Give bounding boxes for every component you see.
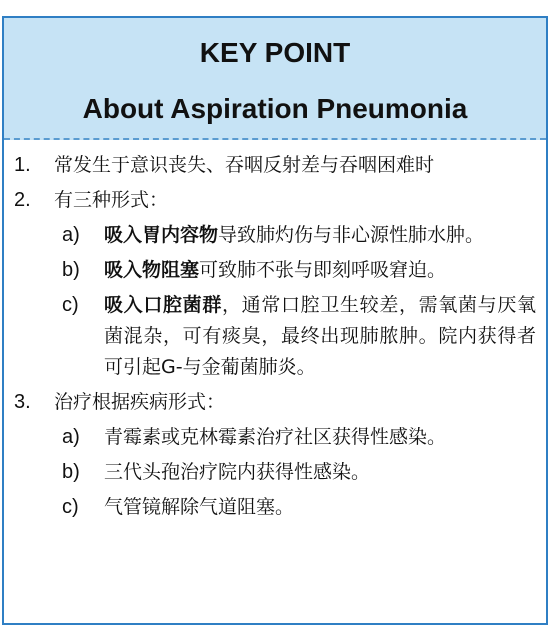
- sub-item-label: b): [62, 259, 80, 281]
- sub-item-2b: [14, 255, 536, 286]
- sub-item-text: [104, 220, 536, 251]
- sub-item-3b: [14, 457, 536, 488]
- list-text: 常发生于意识丧失、吞咽反射差与吞咽困难时: [54, 154, 435, 176]
- sub-item-label: b): [62, 461, 80, 483]
- sub-item-3c: [14, 492, 536, 523]
- sub-item-label: c): [62, 294, 79, 316]
- card-title: KEY POINT: [199, 37, 351, 68]
- sub-item-text: 青霉素或克林霉素治疗社区获得性感染。: [104, 426, 447, 448]
- sub-item-label: a): [62, 426, 80, 448]
- sub-item-text: [104, 255, 536, 286]
- sub-item-bold: 吸入胃内容物: [104, 224, 219, 246]
- sub-item-text: 三代头孢治疗院内获得性感染。: [104, 461, 371, 483]
- sub-item-label: a): [62, 224, 80, 246]
- sub-item-text: 气管镜解除气道阻塞。: [104, 496, 295, 518]
- sub-item-3a: [14, 422, 536, 453]
- list-item-2: [14, 185, 536, 216]
- list-number: 1.: [14, 154, 31, 176]
- sub-item-bold: 吸入物阻塞: [104, 259, 200, 281]
- list-text: 治疗根据疾病形式：: [54, 391, 226, 413]
- sub-item-rest: 导致肺灼伤与非心源性肺水肿。: [218, 224, 485, 246]
- list-number: 2.: [14, 189, 31, 211]
- sub-item-2c: [14, 290, 536, 383]
- list-item-1: [14, 150, 536, 181]
- card-subtitle: About Aspiration Pneumonia: [82, 93, 468, 124]
- list-text: 有三种形式：: [54, 189, 169, 211]
- sub-item-bold: 吸入口腔菌群: [104, 294, 222, 316]
- sub-item-rest: ，通常口腔卫生较差，需氧菌与厌氧菌混杂，可有痰臭，最终出现肺脓肿。院内获得者可引起G-与金葡菌肺炎。: [104, 294, 536, 378]
- sub-item-rest: 可致肺不张与即刻呼吸窘迫。: [199, 259, 447, 281]
- card-header: [4, 18, 546, 140]
- sub-item-text: [104, 290, 536, 383]
- list-number: 3.: [14, 391, 31, 413]
- list-item-3: [14, 387, 536, 418]
- key-point-card: [2, 16, 548, 625]
- sub-item-2a: [14, 220, 536, 251]
- card-content: [4, 140, 546, 523]
- sub-item-label: c): [62, 496, 79, 518]
